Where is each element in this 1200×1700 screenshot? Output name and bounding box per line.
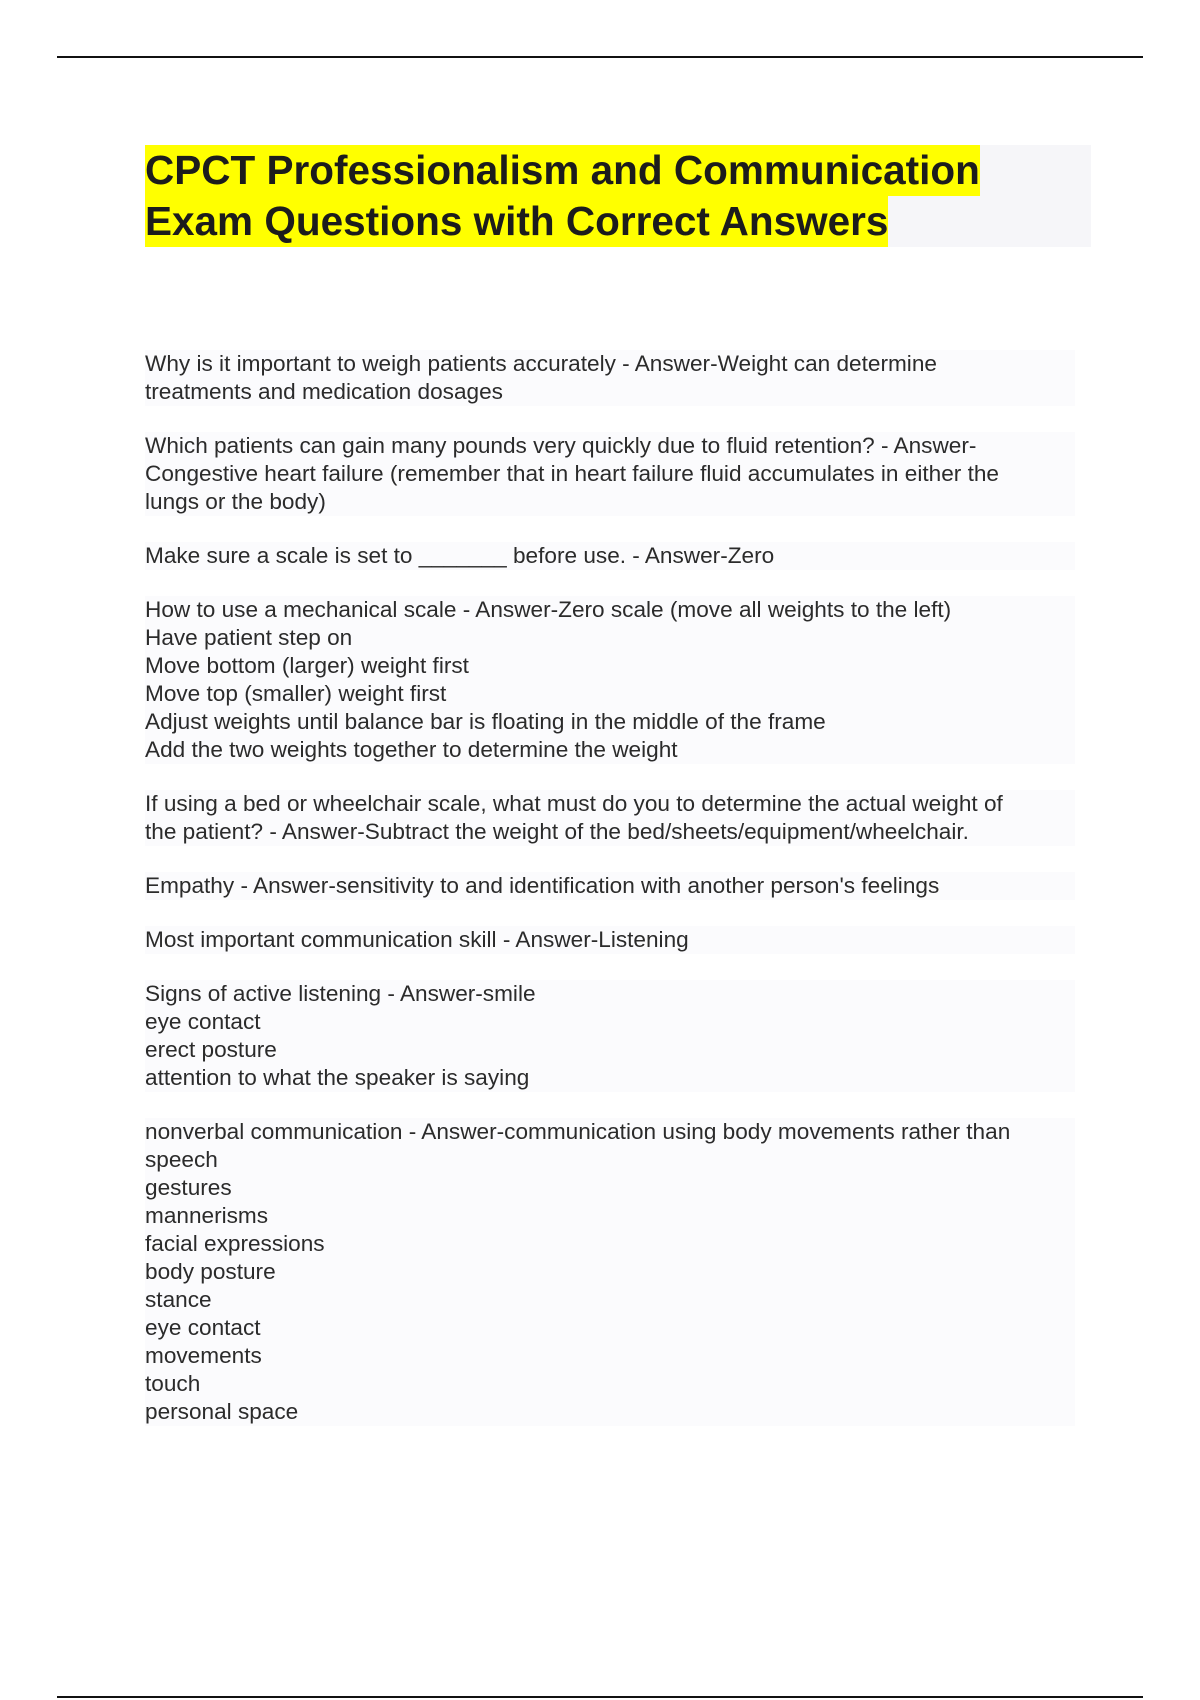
qa-text-line: Make sure a scale is set to _______ before use. - Answer-Zero	[145, 542, 1075, 570]
qa-text-line: Why is it important to weigh patients accurately - Answer-Weight can determine	[145, 350, 1075, 378]
qa-text-line: Most important communication skill - Answer-Listening	[145, 926, 1075, 954]
qa-text-line: Add the two weights together to determine the weight	[145, 736, 1075, 764]
qa-list	[145, 350, 1075, 1452]
qa-item-active-listening	[145, 980, 1075, 1092]
qa-text-line: erect posture	[145, 1036, 1075, 1064]
qa-text-line: the patient? - Answer-Subtract the weight of the bed/sheets/equipment/wheelchair.	[145, 818, 1075, 846]
qa-text-line: speech	[145, 1146, 1075, 1174]
qa-item-fluid-retention	[145, 432, 1075, 516]
qa-item-mechanical-scale	[145, 596, 1075, 764]
qa-text-line: Empathy - Answer-sensitivity to and identification with another person's feelings	[145, 872, 1075, 900]
qa-text-line: lungs or the body)	[145, 488, 1075, 516]
qa-item-bed-wheelchair-scale	[145, 790, 1075, 846]
qa-text-line: touch	[145, 1370, 1075, 1398]
qa-text-line: Adjust weights until balance bar is floating in the middle of the frame	[145, 708, 1075, 736]
qa-text-line: body posture	[145, 1258, 1075, 1286]
top-rule	[57, 56, 1143, 58]
qa-item-scale-zero	[145, 542, 1075, 570]
qa-text-line: eye contact	[145, 1314, 1075, 1342]
qa-text-line: Have patient step on	[145, 624, 1075, 652]
qa-text-line: Which patients can gain many pounds very quickly due to fluid retention? - Answer-	[145, 432, 1075, 460]
qa-item-communication-skill	[145, 926, 1075, 954]
qa-text-line: nonverbal communication - Answer-communication using body movements rather than	[145, 1118, 1075, 1146]
qa-text-line: personal space	[145, 1398, 1075, 1426]
qa-text-line: Signs of active listening - Answer-smile	[145, 980, 1075, 1008]
qa-item-weigh-accurately	[145, 350, 1075, 406]
qa-text-line: Move top (smaller) weight first	[145, 680, 1075, 708]
qa-text-line: If using a bed or wheelchair scale, what must do you to determine the actual weight of	[145, 790, 1075, 818]
title-line: Exam Questions with Correct Answers	[145, 196, 888, 247]
qa-text-line: stance	[145, 1286, 1075, 1314]
qa-text-line: attention to what the speaker is saying	[145, 1064, 1075, 1092]
qa-text-line: Move bottom (larger) weight first	[145, 652, 1075, 680]
title-line: CPCT Professionalism and Communication	[145, 145, 980, 196]
qa-text-line: Congestive heart failure (remember that in heart failure fluid accumulates in either the	[145, 460, 1075, 488]
qa-text-line: eye contact	[145, 1008, 1075, 1036]
qa-text-line: How to use a mechanical scale - Answer-Zero scale (move all weights to the left)	[145, 596, 1075, 624]
qa-text-line: gestures	[145, 1174, 1075, 1202]
bottom-rule	[57, 1696, 1143, 1698]
qa-text-line: treatments and medication dosages	[145, 378, 1075, 406]
qa-text-line: mannerisms	[145, 1202, 1075, 1230]
qa-item-empathy	[145, 872, 1075, 900]
qa-item-nonverbal-communication	[145, 1118, 1075, 1426]
qa-text-line: facial expressions	[145, 1230, 1075, 1258]
document-title	[145, 145, 1091, 247]
qa-text-line: movements	[145, 1342, 1075, 1370]
